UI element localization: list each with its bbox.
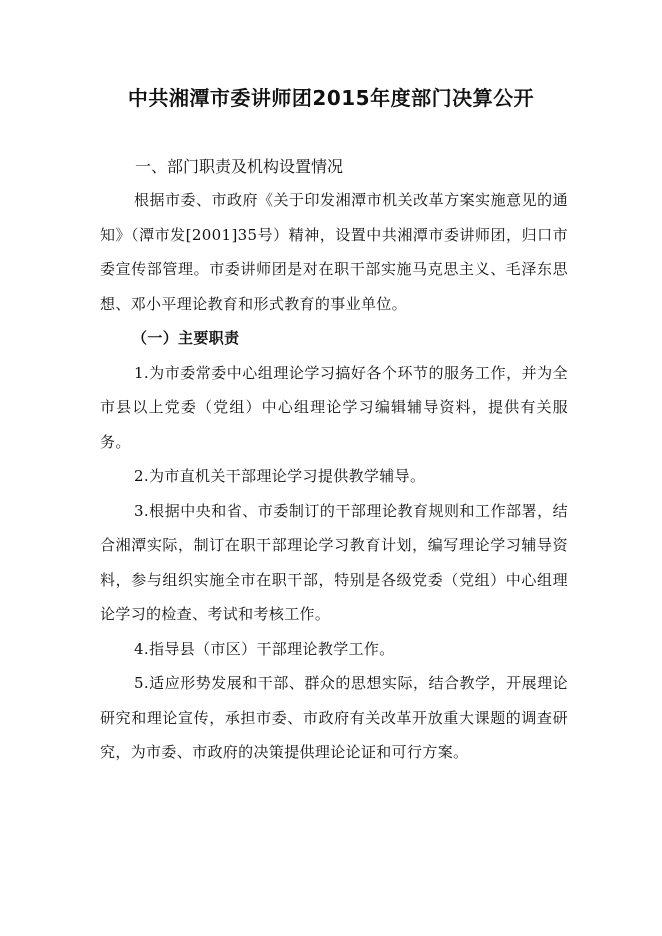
duty-item-2: 2.为市直机关干部理论学习提供教学辅导。 [134,467,426,485]
intro-paragraph: 根据市委、市政府《关于印发湘潭市机关改革方案实施意见的通知》（潭市发[2001]35号）精神，设置中共湘潭市委讲师团，归口市委宣传部管理。市委讲师团是对在职干部实施马克思主义、毛泽东思想、邓小平理论教育和形式教育的事业单位。 [100,191,568,313]
duty-item-3: 3.根据中央和省、市委制订的干部理论教育规则和工作部署，结合湘潭实际，制订在职干部理论学习教育计划，编写理论学习辅导资料，参与组织实施全市在职干部，特别是各级党委（党组）中心组理论学习的检查、考试和考核工作。 [100,501,568,623]
duty-item-1: 1.为市委常委中心组理论学习搞好各个环节的服务工作，并为全市县以上党委（党组）中心组理论学习编辑辅导资料，提供有关服务。 [100,363,568,451]
duty-item-5: 5.适应形势发展和干部、群众的思想实际，结合教学，开展理论研究和理论宣传，承担市委、市政府有关改革开放重大课题的调查研究，为市委、市政府的决策提供理论论证和可行方案。 [100,674,568,761]
subsection-heading-main-duties: （一）主要职责 [132,329,240,347]
document-title: 中共湘潭市委讲师团2015年度部门决算公开 [127,86,535,110]
duty-item-4: 4.指导县（市区）干部理论教学工作。 [134,639,395,658]
document-body [100,183,568,770]
section-heading-duties-and-structure: 一、部门职责及机构设置情况 [135,157,344,176]
